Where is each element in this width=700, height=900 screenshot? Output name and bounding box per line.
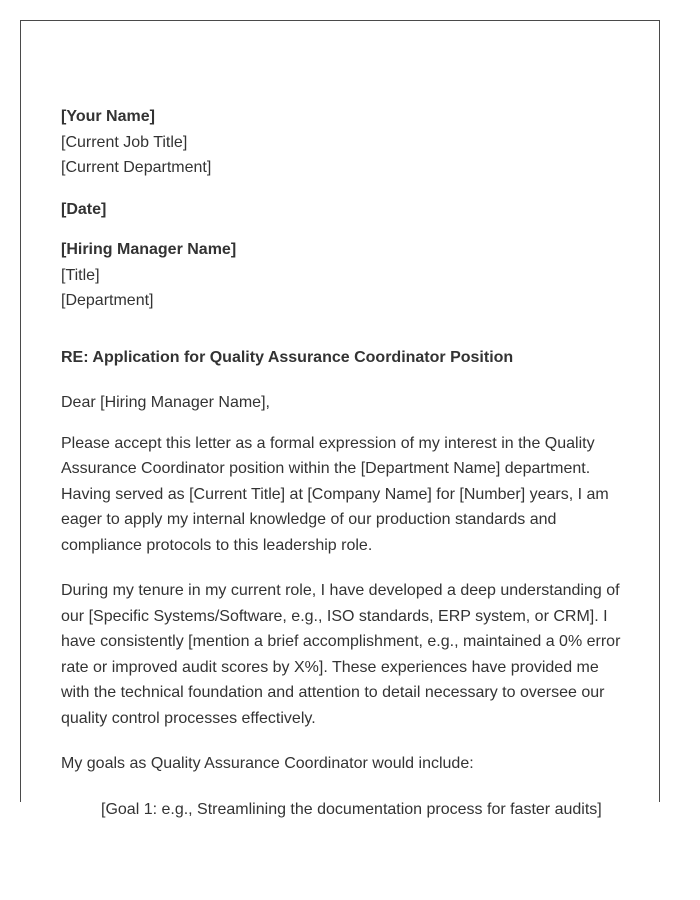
recipient-department: [Department] [61,292,154,309]
body-paragraph-experience: During my tenure in my current role, I have developed a deep understanding of our [Specific Systems/Software, e.g., ISO standards, ERP system, or CRM]. I have consistently [mention a brief accomplishment, e.g., maintained a 0% error rate or improved audit scores by X%]. These experiences have provided me with the technical foundation and attention to detail necessary to oversee our quality control processes effectively. [61,582,621,727]
letter-page [20,20,660,818]
recipient-block [61,237,626,314]
body-paragraph-goals-intro: My goals as Quality Assurance Coordinator would include: [61,755,474,772]
goal-item: [Goal 1: e.g., Streamlining the documentation process for faster audits] [101,800,602,818]
sender-job-title: [Current Job Title] [61,133,188,151]
sender-name: [Your Name] [61,108,155,125]
recipient-title: [Title] [61,266,100,284]
sender-department: [Current Department] [61,159,212,176]
goals-list [61,797,626,823]
salutation: Dear [Hiring Manager Name], [61,394,270,411]
letter-content [61,104,626,822]
letter-date: [Date] [61,200,107,218]
subject-line: RE: Application for Quality Assurance Coordinator Position [61,348,514,366]
sender-block [61,104,626,181]
body-paragraph-intro: Please accept this letter as a formal expression of my interest in the Quality Assurance Coordinator position within the [Department Name] department. Having served as [Current Title] at [Company Name] for [Number] years, I am eager to apply my internal knowledge of our production standards and compliance protocols to this leadership role. [61,434,609,554]
recipient-name: [Hiring Manager Name] [61,241,237,258]
